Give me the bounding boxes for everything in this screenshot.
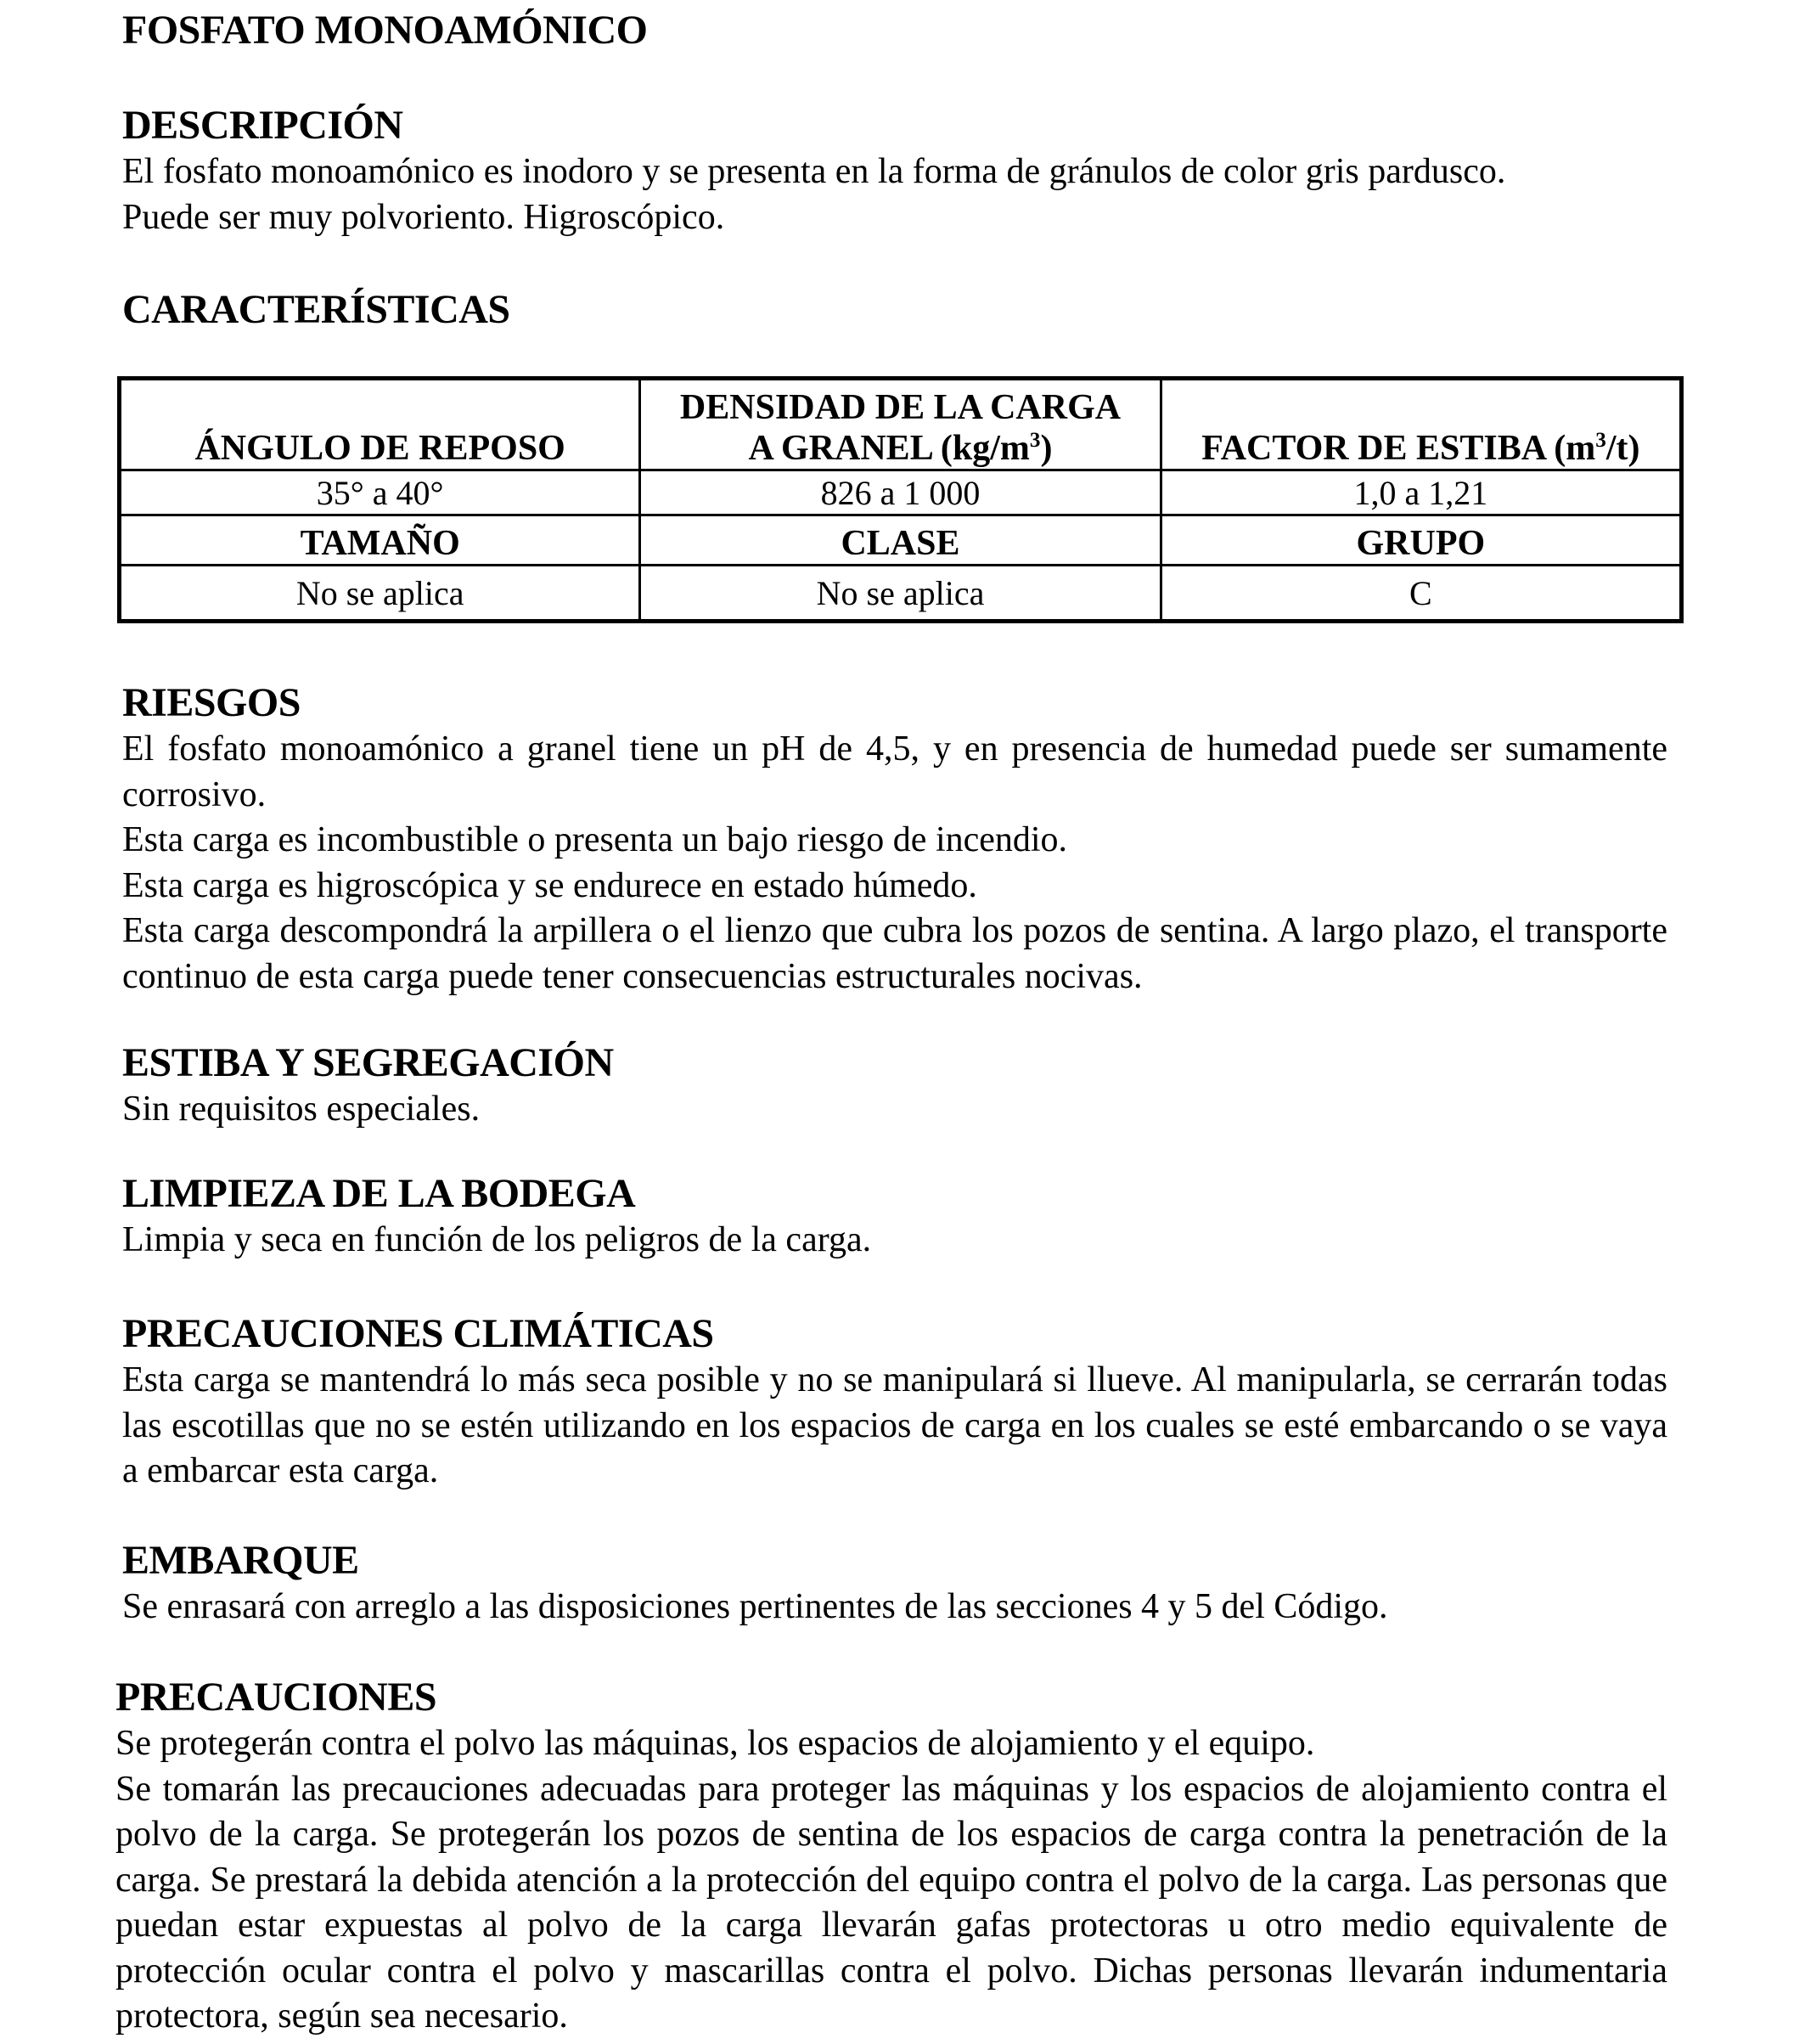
header-grupo: GRUPO <box>1161 515 1681 566</box>
section-precauciones <box>115 1674 1667 2040</box>
header-densidad-line2: A GRANEL (kg/m <box>748 429 1030 468</box>
cell-grupo: C <box>1161 566 1681 622</box>
cell-tamano: No se aplica <box>120 566 640 622</box>
paragraph: Esta carga descompondrá la arpillera o el lienzo que cubra los pozos de sentina. A largo plazo, el transporte continuo de esta carga puede tener consecuencias estructurales nocivas. <box>122 911 1667 996</box>
paragraph: Se tomarán las precauciones adecuadas para proteger las máquinas y los espacios de alojamiento contra el polvo de la carga. Se protegerán los pozos de sentina de los espacios de carga contra la penetración de la carga. Se prestará la debida atención a la protección del equipo contra el polvo de la carga. Las personas que puedan estar expuestas al polvo de la carga llevarán gafas protectoras u otro medio equivalente de protección ocular contra el polvo y mascarillas contra el polvo. Dichas personas llevarán indumentaria protectora, según sea necesario. <box>115 1769 1667 2036</box>
section-heading: DESCRIPCIÓN <box>122 103 403 148</box>
characteristics-table <box>117 376 1684 623</box>
header-densidad-line1: DENSIDAD DE LA CARGA <box>679 388 1122 427</box>
section-descripcion <box>122 102 1667 240</box>
paragraph: Se protegerán contra el polvo las máquinas, los espacios de alojamiento y el equipo. <box>115 1724 1315 1763</box>
cell-factor: 1,0 a 1,21 <box>1161 470 1681 515</box>
table-header-row <box>120 379 1682 470</box>
header-densidad <box>640 379 1161 470</box>
section-heading: CARACTERÍSTICAS <box>122 287 510 332</box>
paragraph-line: El fosfato monoamónico es inodoro y se presenta en la forma de gránulos de color gris pardusco. <box>122 152 1506 191</box>
header-densidad-sup: 3 <box>1029 429 1041 452</box>
section-estiba <box>122 1039 1667 1133</box>
header-factor <box>1161 379 1681 470</box>
cell-angulo: 35° a 40° <box>120 470 640 515</box>
header-factor-post: /t) <box>1605 429 1640 468</box>
section-heading: LIMPIEZA DE LA BODEGA <box>122 1171 636 1216</box>
page-title: FOSFATO MONOAMÓNICO <box>122 8 648 53</box>
section-climaticas <box>122 1310 1667 1495</box>
section-heading: EMBARQUE <box>122 1538 359 1583</box>
table-row <box>120 566 1682 622</box>
section-heading: ESTIBA Y SEGREGACIÓN <box>122 1040 614 1085</box>
section-riesgos <box>122 679 1667 999</box>
paragraph: Sin requisitos especiales. <box>122 1090 481 1129</box>
header-factor-pre: FACTOR DE ESTIBA (m <box>1201 429 1596 468</box>
header-tamano: TAMAÑO <box>120 515 640 566</box>
paragraph: El fosfato monoamónico a granel tiene un pH de 4,5, y en presencia de humedad puede ser sumamente corrosivo. <box>122 729 1667 814</box>
characteristics-table-wrapper <box>117 376 1684 623</box>
cell-clase: No se aplica <box>640 566 1161 622</box>
section-embarque <box>122 1537 1667 1630</box>
header-angulo: ÁNGULO DE REPOSO <box>120 379 640 470</box>
section-heading: PRECAUCIONES CLIMÁTICAS <box>122 1311 714 1356</box>
paragraph: Esta carga se mantendrá lo más seca posible y no se manipulará si llueve. Al manipularla, se cerrarán todas las escotillas que no se estén utilizando en los espacios de carga en los cuales se esté embarcando o se vaya a embarcar esta carga. <box>122 1360 1667 1490</box>
header-densidad-close: ) <box>1040 429 1053 468</box>
section-limpieza <box>122 1170 1667 1264</box>
table-header-row <box>120 515 1682 566</box>
table-row <box>120 470 1682 515</box>
paragraph: Se enrasará con arreglo a las disposiciones pertinentes de las secciones 4 y 5 del Código. <box>122 1587 1388 1626</box>
header-clase: CLASE <box>640 515 1161 566</box>
section-heading: PRECAUCIONES <box>115 1675 437 1720</box>
paragraph: Esta carga es higroscópica y se endurece en estado húmedo. <box>122 865 977 905</box>
section-caracteristicas <box>122 286 1667 334</box>
paragraph: Limpia y seca en función de los peligros de la carga. <box>122 1220 872 1259</box>
paragraph-line: Puede ser muy polvoriento. Higroscópico. <box>122 197 725 237</box>
paragraph: Esta carga es incombustible o presenta un bajo riesgo de incendio. <box>122 820 1068 859</box>
header-factor-sup: 3 <box>1595 429 1606 452</box>
section-heading: RIESGOS <box>122 680 301 725</box>
cell-densidad: 826 a 1 000 <box>640 470 1161 515</box>
